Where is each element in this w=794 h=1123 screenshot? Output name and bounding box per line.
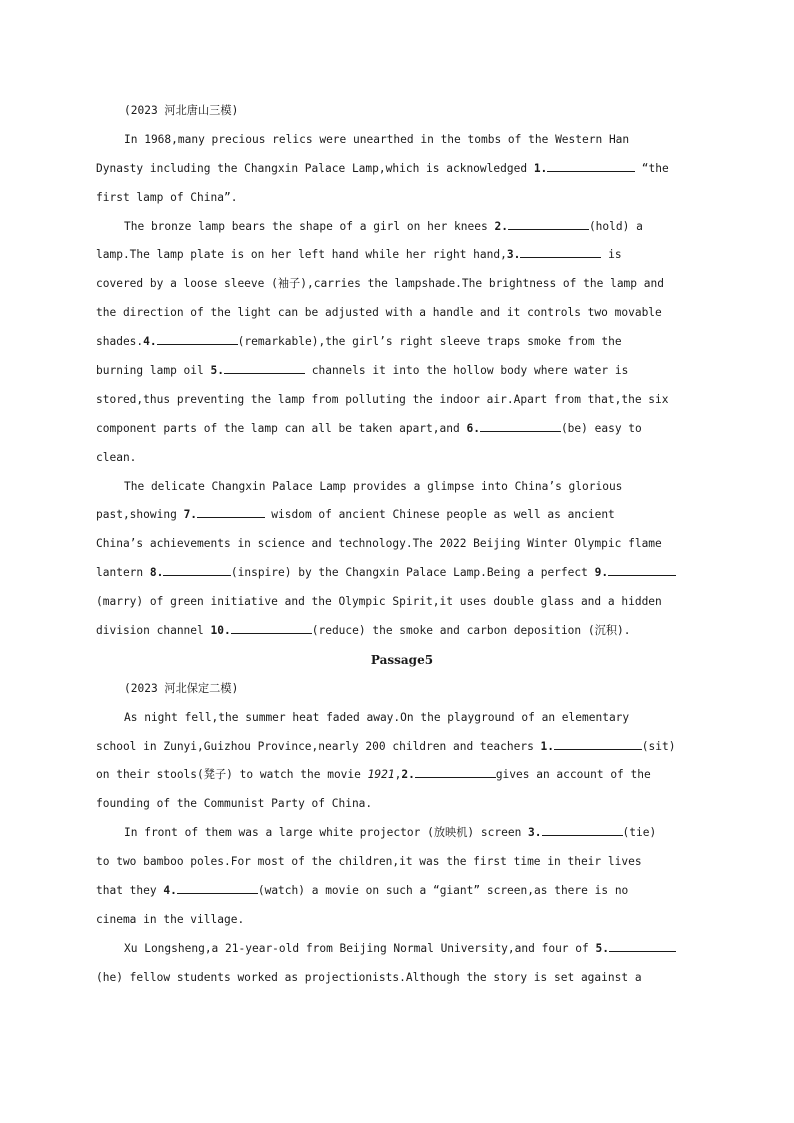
text-line: The bronze lamp bears the shape of a girl on her knees 2. (hold) a: [96, 213, 708, 242]
answer-blank[interactable]: [608, 563, 676, 576]
text-line: In front of them was a large white projector (放映机) screen 3. (tie): [96, 819, 708, 848]
text-line: that they 4. (watch) a movie on such a “giant” screen,as there is no: [96, 877, 708, 906]
text-line: covered by a loose sleeve (袖子),carries the lampshade.The brightness of the lamp and: [96, 277, 664, 291]
source-label: (2023 河北保定二模): [124, 681, 239, 695]
text-line: shades.4. (remarkable),the girl’s right sleeve traps smoke from the: [96, 328, 708, 357]
text-line: lantern 8. (inspire) by the Changxin Palace Lamp.Being a perfect 9.: [96, 559, 708, 588]
answer-blank[interactable]: [231, 621, 312, 634]
text-line: burning lamp oil 5. channels it into the hollow body where water is: [96, 357, 708, 386]
section-heading: Passage5: [370, 652, 434, 667]
text-line: to two bamboo poles.For most of the children,it was the first time in their lives: [96, 855, 642, 869]
text-line: first lamp of China”.: [96, 190, 238, 204]
answer-blank[interactable]: [197, 505, 265, 518]
answer-blank[interactable]: [554, 737, 642, 750]
answer-blank[interactable]: [480, 419, 561, 432]
text-line: Xu Longsheng,a 21-year-old from Beijing Normal University,and four of 5.: [96, 935, 708, 964]
text-line: cinema in the village.: [96, 912, 245, 926]
text-line: (he) fellow students worked as projectionists.Although the story is set against a: [96, 970, 642, 984]
text-line: lamp.The lamp plate is on her left hand while her right hand,3. is: [96, 241, 708, 270]
answer-blank[interactable]: [224, 361, 305, 374]
text-line: founding of the Communist Party of China.: [96, 797, 373, 811]
text-line: As night fell,the summer heat faded away.On the playground of an elementary: [124, 710, 630, 724]
text-line: The delicate Changxin Palace Lamp provides a glimpse into China’s glorious: [124, 479, 623, 493]
answer-blank[interactable]: [547, 159, 635, 172]
text-line: on their stools(凳子) to watch the movie 1921,2. gives an account of the: [96, 761, 708, 790]
answer-blank[interactable]: [508, 217, 589, 230]
text-line: (marry) of green initiative and the Olympic Spirit,it uses double glass and a hidden: [96, 595, 662, 609]
text-line: clean.: [96, 450, 137, 464]
text-line: past,showing 7. wisdom of ancient Chinese people as well as ancient: [96, 501, 708, 530]
answer-blank[interactable]: [177, 881, 258, 894]
text-line: school in Zunyi,Guizhou Province,nearly 200 children and teachers 1. (sit): [96, 733, 708, 762]
text-line: Dynasty including the Changxin Palace Lamp,which is acknowledged 1. “the: [96, 155, 708, 184]
text-line: stored,thus preventing the lamp from polluting the indoor air.Apart from that,the six: [96, 392, 669, 406]
answer-blank[interactable]: [415, 765, 496, 778]
text-line: division channel 10. (reduce) the smoke and carbon deposition (沉积).: [96, 617, 708, 646]
answer-blank[interactable]: [520, 245, 601, 258]
source-label: (2023 河北唐山三模): [124, 104, 239, 117]
passage-body: [96, 97, 708, 993]
text-line: component parts of the lamp can all be taken apart,and 6. (be) easy to: [96, 415, 708, 444]
text-line: In 1968,many precious relics were unearthed in the tombs of the Western Han: [124, 132, 630, 146]
answer-blank[interactable]: [163, 563, 231, 576]
text-line: the direction of the light can be adjusted with a handle and it controls two movable: [96, 306, 662, 320]
answer-blank[interactable]: [542, 823, 623, 836]
answer-blank[interactable]: [157, 332, 238, 345]
answer-blank[interactable]: [609, 939, 677, 952]
text-line: China’s achievements in science and technology.The 2022 Beijing Winter Olympic flame: [96, 537, 662, 551]
